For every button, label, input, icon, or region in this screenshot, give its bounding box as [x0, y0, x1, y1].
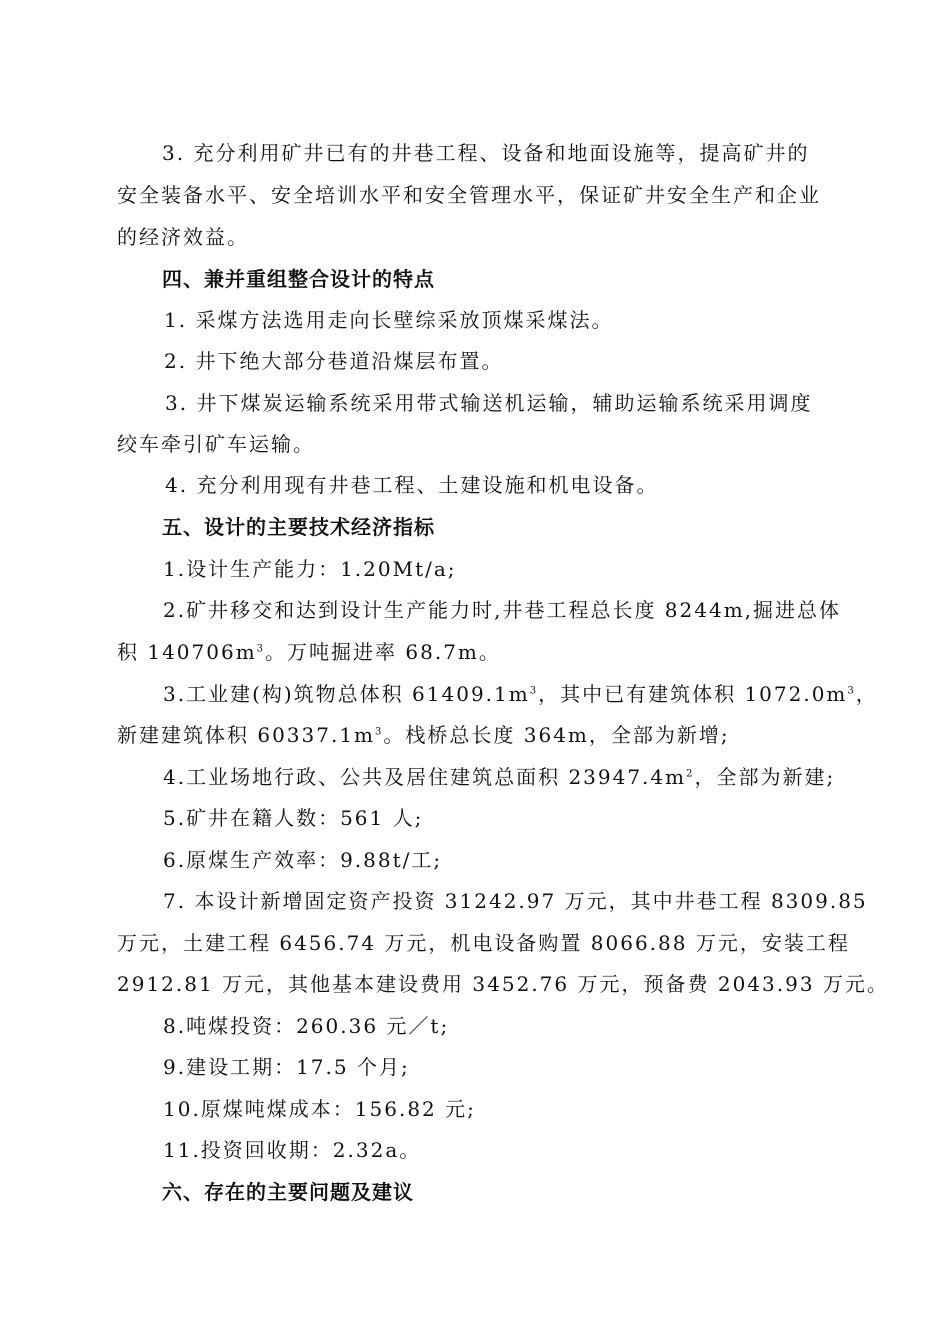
text-run: 3.工业建(构)筑物总体积 61409.1m [163, 682, 530, 706]
text-run: ，其中已有建筑体积 1072.0m [538, 682, 848, 706]
list-item: 2. 井下绝大部分巷道沿煤层布置。 [164, 349, 504, 373]
list-item: 10.原煤吨煤成本：156.82 元; [163, 1097, 476, 1121]
list-item: 6.原煤生产效率：9.88t/工; [163, 848, 443, 872]
list-item-continuation: 万元，土建工程 6456.74 万元，机电设备购置 8066.88 万元，安装工程 [117, 931, 850, 955]
text-run: 新建建筑体积 60337.1m [117, 723, 376, 747]
text-run: ， [855, 682, 878, 706]
section-heading-5: 五、设计的主要技术经济指标 [162, 515, 435, 539]
text-run: ，全部为新建; [694, 765, 836, 789]
paragraph-line: 的经济效益。 [117, 225, 249, 249]
superscript: 3 [375, 726, 384, 738]
list-item-continuation [117, 723, 730, 747]
list-item: 8.吨煤投资：260.36 元／t; [163, 1014, 450, 1038]
section-heading-6: 六、存在的主要问题及建议 [162, 1180, 414, 1204]
text-run: 。万吨掘进率 68.7m。 [265, 640, 501, 664]
list-item-continuation: 2912.81 万元，其他基本建设费用 3452.76 万元，预备费 2043.93 万元。 [117, 972, 889, 996]
paragraph-line: 安全装备水平、安全培训水平和安全管理水平，保证矿井安全生产和企业 [117, 183, 821, 207]
list-item: 4. 充分利用现有井巷工程、土建设施和机电设备。 [165, 473, 659, 497]
list-item: 9.建设工期：17.5 个月; [163, 1055, 410, 1079]
list-item: 7. 本设计新增固定资产投资 31242.97 万元，其中井巷工程 8309.85 [163, 889, 868, 913]
list-item: 3. 井下煤炭运输系统采用带式输送机运输，辅助运输系统采用调度 [165, 391, 813, 415]
section-heading-4: 四、兼并重组整合设计的特点 [162, 267, 435, 291]
list-item: 5.矿井在籍人数：561 人; [163, 806, 424, 830]
superscript: 3 [529, 685, 539, 697]
paragraph-line: 3. 充分利用矿井已有的井巷工程、设备和地面设施等，提高矿井的 [162, 141, 810, 165]
list-item [163, 682, 878, 706]
list-item: 1.设计生产能力：1.20Mt/a; [163, 557, 457, 581]
list-item: 11.投资回收期：2.32a。 [163, 1138, 422, 1162]
superscript: 3 [256, 643, 266, 655]
list-item [163, 765, 835, 789]
list-item-continuation [117, 640, 501, 664]
list-item: 2.矿井移交和达到设计生产能力时,井巷工程总长度 8244m,掘进总体 [163, 598, 842, 622]
text-run: 。栈桥总长度 364m，全部为新增; [383, 723, 730, 747]
list-item: 1. 采煤方法选用走向长壁综采放顶煤采煤法。 [164, 308, 614, 332]
list-item-continuation: 绞车牵引矿车运输。 [117, 432, 315, 456]
text-run: 4.工业场地行政、公共及居住建筑总面积 23947.4m [163, 765, 687, 789]
text-run: 积 140706m [117, 640, 257, 664]
superscript: 2 [686, 768, 695, 780]
superscript: 3 [847, 685, 856, 697]
